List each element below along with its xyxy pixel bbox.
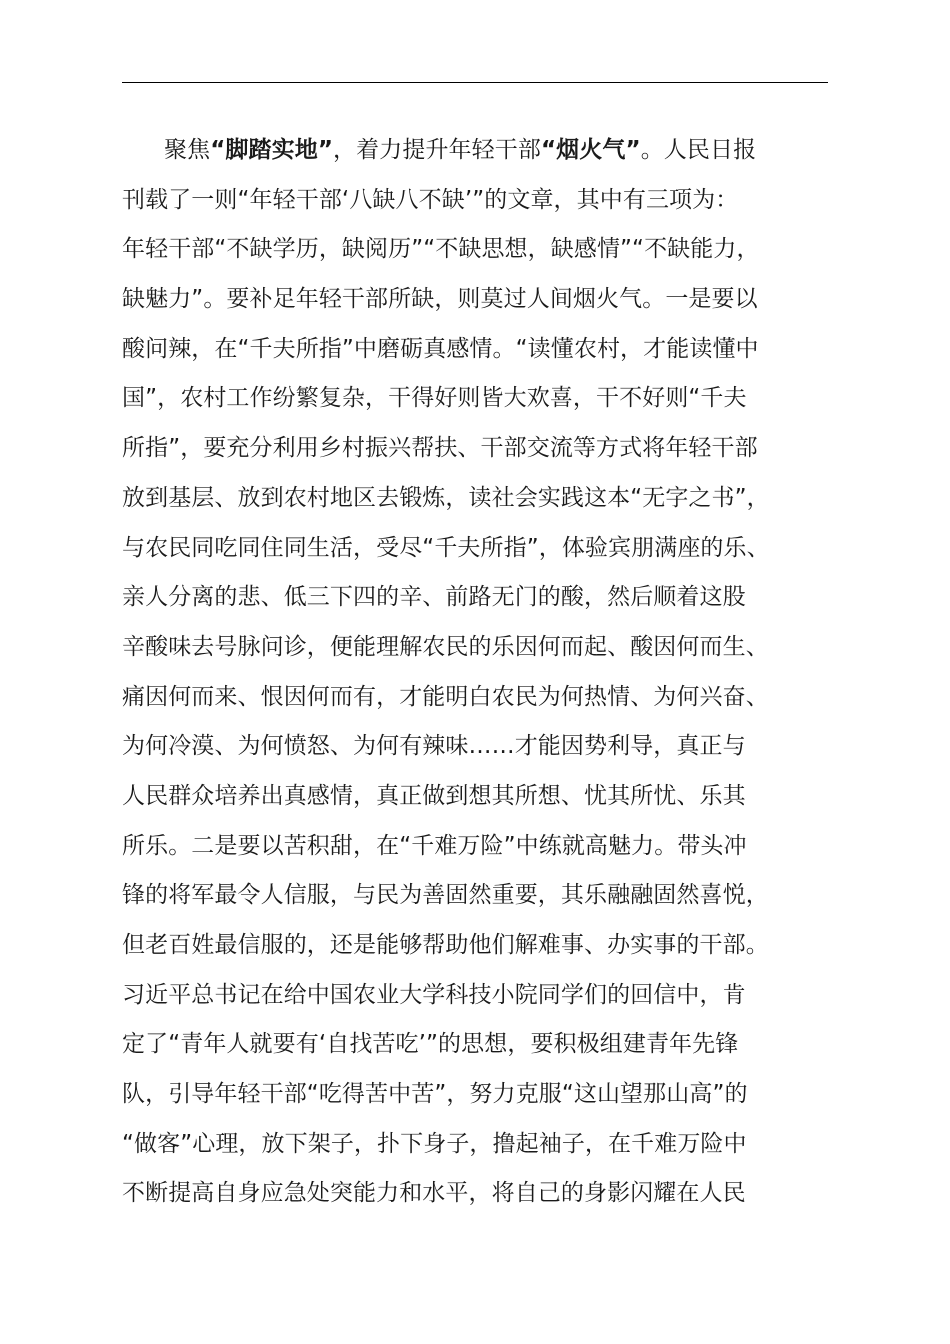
emphasized-phrase: “烟火气” bbox=[540, 137, 641, 163]
text-line bbox=[122, 1020, 834, 1070]
text-run: 定了“青年人就要有‘自找苦吃’”的思想，要积极组建青年先锋 bbox=[122, 1031, 739, 1058]
text-line bbox=[122, 573, 834, 623]
text-line bbox=[122, 971, 834, 1021]
document-body bbox=[122, 126, 834, 1219]
text-run: 缺魅力”。要补足年轻干部所缺，则莫过人间烟火气。一是要以 bbox=[122, 286, 758, 313]
text-run: 人民群众培养出真感情，真正做到想其所想、忧其所忧、乐其 bbox=[122, 782, 746, 809]
text-line bbox=[122, 424, 834, 474]
paragraph-first-line bbox=[122, 126, 834, 176]
text-run: 为何冷漠、为何愤怒、为何有辣味……才能因势利导，真正与 bbox=[122, 733, 746, 760]
text-run: 刊载了一则“年轻干部‘八缺八不缺’”的文章，其中有三项为： bbox=[122, 186, 739, 213]
text-line bbox=[122, 524, 834, 574]
text-run: 不断提高自身应急处突能力和水平，将自己的身影闪耀在人民 bbox=[122, 1180, 746, 1207]
text-run: ，着力提升年轻干部 bbox=[333, 137, 541, 163]
text-line bbox=[122, 225, 834, 275]
header-rule bbox=[122, 82, 828, 83]
text-run: 放到基层、放到农村地区去锻炼，读社会实践这本“无字之书”， bbox=[122, 484, 770, 511]
text-run: 国”，农村工作纷繁复杂，干得好则皆大欢喜，干不好则“千夫 bbox=[122, 385, 747, 412]
text-line bbox=[122, 275, 834, 325]
text-line bbox=[122, 325, 834, 375]
text-run: 所乐。二是要以苦积甜，在“千难万险”中练就高魅力。带头冲 bbox=[122, 832, 747, 859]
text-line bbox=[122, 921, 834, 971]
text-run: 所指”，要充分利用乡村振兴帮扶、干部交流等方式将年轻干部 bbox=[122, 435, 758, 462]
text-line bbox=[122, 722, 834, 772]
text-run: 酸问辣，在“千夫所指”中磨砺真感情。“读懂农村，才能读懂中 bbox=[122, 335, 759, 362]
text-run: 队，引导年轻干部“吃得苦中苦”，努力克服“这山望那山高”的 bbox=[122, 1081, 748, 1108]
text-line bbox=[122, 871, 834, 921]
text-run: 。人民日报 bbox=[640, 137, 757, 163]
text-line bbox=[122, 474, 834, 524]
text-run: 聚焦 bbox=[164, 137, 211, 163]
text-line bbox=[122, 673, 834, 723]
text-run: 但老百姓最信服的，还是能够帮助他们解难事、办实事的干部。 bbox=[122, 932, 769, 958]
text-line bbox=[122, 623, 834, 673]
text-run: 痛因何而来、恨因何而有，才能明白农民为何热情、为何兴奋、 bbox=[122, 683, 769, 710]
text-line bbox=[122, 176, 834, 226]
text-line bbox=[122, 1070, 834, 1120]
text-run: 年轻干部“不缺学历，缺阅历”“不缺思想，缺感情”“不缺能力， bbox=[122, 236, 760, 263]
text-run: “做客”心理，放下架子，扑下身子，撸起袖子，在千难万险中 bbox=[122, 1130, 747, 1157]
text-run: 辛酸味去号脉问诊，便能理解农民的乐因何而起、酸因何而生、 bbox=[122, 633, 769, 660]
text-line bbox=[122, 822, 834, 872]
text-run: 亲人分离的悲、低三下四的辛、前路无门的酸，然后顺着这股 bbox=[122, 584, 746, 611]
text-run: 习近平总书记在给中国农业大学科技小院同学们的回信中，肯 bbox=[122, 981, 746, 1008]
text-run: 与农民同吃同住同生活，受尽“千夫所指”，体验宾朋满座的乐、 bbox=[122, 534, 770, 561]
emphasized-phrase: “脚踏实地” bbox=[210, 137, 334, 163]
text-line bbox=[122, 1120, 834, 1170]
text-line bbox=[122, 772, 834, 822]
text-line bbox=[122, 1169, 834, 1219]
text-line bbox=[122, 374, 834, 424]
text-run: 锋的将军最令人信服，与民为善固然重要，其乐融融固然喜悦， bbox=[122, 882, 769, 909]
